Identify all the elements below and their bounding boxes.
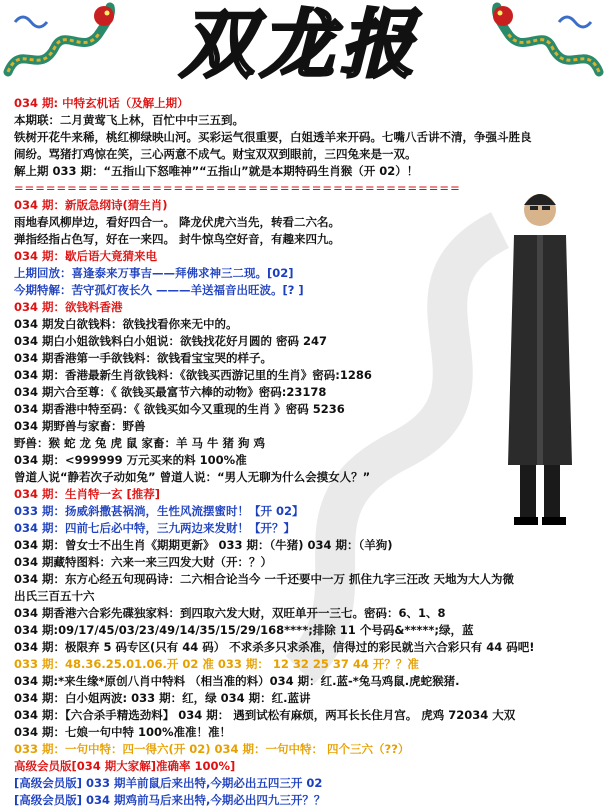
text-line: 034 期：白小姐两波: 033 期：红，绿 034 期：红.蓝讲 [14,691,311,705]
text-line: 034 期：新版急纲诗(猜生肖) [14,198,168,212]
text-line: 034 期香港六合彩先碟独家料：到四取六发大财，双旺单开一三七。密码：6、1、8 [14,606,446,620]
dragon-right-icon [489,2,607,88]
text-line: 034 期: 中特玄机话（及解上期） [14,96,189,110]
text-line: ========================================== [14,181,461,195]
text-line: 034 期：歇后语大竟猜来电 [14,249,158,263]
text-line: 弹指经指占色写，好在一来四。 封牛惊鸟空好音，有趣来四九。 [14,232,341,246]
text-line: 034 期:*来生缘*原创八肖中特料 （相当准的料）034 期：红.蓝-*兔马鸡鼠.虎蛇猴猪. [14,674,460,688]
text-line: 033 期：扬威斜撒甚祸淌，生性风流摆蜜时！【开 02】 [14,504,304,518]
text-line: 本期联：二月黄莺飞上林，百忙中中三五到。 [14,113,244,127]
text-line: 034 期：七娘一句中特 100%准准！准！ [14,725,232,739]
text-line: 034 期：四前七后必中特，三九两边来发财！【开？】 [14,521,296,535]
text-line: 034 期野兽与家畜：野兽 [14,419,146,433]
text-line: 034 期香港中特至码：《 欲钱买如今又重现的生肖 》密码 5236 [14,402,345,416]
text-line: 今期特解：苦守孤灯夜长久 ———羊送福音出旺波。[? ] [14,283,304,297]
text-line: 033 期：48.36.25.01.06.开 02 准 033 期： 12 32 25 37 44 开？？准 [14,657,419,671]
page-title: 双龙报 [180,2,420,88]
text-line: 曾道人说“静若次子动如兔” 曾道人说：“男人无聊为什么会摸女人？” [14,470,371,484]
text-line: 034 期：【六合杀手精选劲料】 034 期： 遇到试松有麻烦，两耳长长住月宫。 虎鸡 72034 大双 [14,708,516,722]
text-line: 034 期白小姐欲钱料白小姐说：欲钱找花好月圆的 密码 247 [14,334,328,348]
text-line: 034 期：生肖特一玄 [推荐] [14,487,161,501]
text-line: 034 期发白欲钱料：欲钱找看你来无中的。 [14,317,238,331]
text-line: [高级会员版] 034 期鸡前马后来出特,今期必出四九三开？？ [14,793,326,807]
text-line: 野兽：猴 蛇 龙 兔 虎 鼠 家畜：羊 马 牛 猪 狗 鸡 [14,436,266,450]
text-line: 高级会员版[034 期大家解]准确率 100%] [14,759,236,773]
article-body [14,95,599,809]
text-line: 上期回放：喜逢泰来万事吉——拜佛求神三二现。[02] [14,266,294,280]
text-line: 034 期：香港最新生肖欲钱料：《欲钱买西游记里的生肖》密码:1286 [14,368,372,382]
text-line: 034 期:09/17/45/03/23/49/14/35/15/29/168****;排除 11 个号码&*****;绿，蓝 [14,623,474,637]
header [0,0,607,92]
text-line: 闹纷。骂猪打鸡惊在笑，三心两意不成气。财宝双双到眼前，三四兔来是一双。 [14,147,417,161]
text-line: 033 期：一句中特：四一得六(开 02) 034 期：一句中特： 四个三六（??） [14,742,410,756]
text-line: 雨地春风柳岸边，看好四合一。 降龙伏虎六当先，转看二六名。 [14,215,341,229]
text-line: 铁树开花牛来稀，桃红柳绿映山河。买彩运气很重要，白姐透羊来开码。七嘴八舌讲不清，争强斗胜良 [14,130,532,144]
text-line: 034 期：东方心经五句现码诗：二六相合论当今 一千还要中一万 抓住九字三汪改 天地为大人为微 [14,572,515,586]
text-line: 出氏三百五十六 [14,589,95,603]
text-line: 034 期六合至尊：《 欲钱买最富节六棒的动物》密码:23178 [14,385,327,399]
text-line: 解上期 033 期：“五指山下怒唯神”“五指山”就是本期特码生肖猴（开 02）！ [14,164,419,178]
text-line: 034 期：曾女士不出生肖《期期更新》 033 期：（牛猪) 034 期：（羊狗) [14,538,393,552]
text-line: 034 期：<999999 万元买来的料 100%准 [14,453,247,467]
text-line: 034 期：欲钱料香港 [14,300,123,314]
text-line: 034 期香港第一手欲钱料：欲钱看宝宝哭的样子。 [14,351,273,365]
text-line: 034 期：极限弃 5 码专区(只有 44 码） 不求杀多只求杀准，信得过的彩民就当六合彩只有 44 码吧! [14,640,535,654]
dragon-left-icon [0,2,118,88]
text-line: 034 期藏特图料：六来一来三四发大财（开：？） [14,555,273,569]
text-line: [高级会员版] 033 期羊前鼠后来出特,今期必出五四三开 02 [14,776,323,790]
